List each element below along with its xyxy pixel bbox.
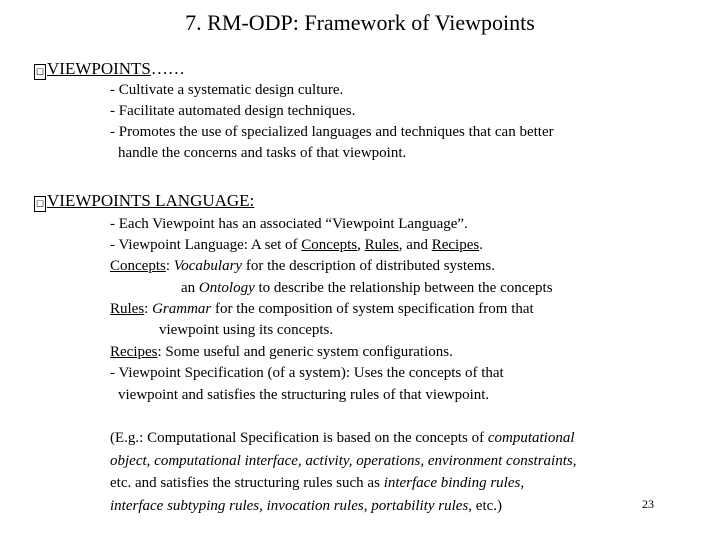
italic-term: interface binding rules — [383, 475, 521, 491]
text: etc.) — [472, 498, 503, 514]
rules-term: Rules — [364, 237, 399, 253]
text: for the description of distributed systems. — [242, 258, 495, 274]
language-line-1: - Each Viewpoint has an associated “Viewpoint Language”. — [110, 216, 468, 232]
text: , — [520, 475, 525, 491]
rules-continuation: viewpoint using its concepts. — [159, 322, 334, 338]
vocabulary-term: Vocabulary — [173, 258, 243, 274]
spec-line-1: - Viewpoint Specification (of a system): Uses the concepts of that — [110, 365, 504, 381]
grammar-term: Grammar — [152, 301, 212, 317]
section-heading-text: VIEWPOINTS — [47, 59, 151, 78]
recipes-definition — [110, 344, 453, 361]
rules-definition — [110, 301, 534, 318]
spec-line-2: viewpoint and satisfies the structuring rules of that viewpoint. — [118, 387, 490, 403]
text: , — [357, 237, 365, 253]
section-viewpoints-language-heading — [34, 191, 254, 212]
text: an — [181, 280, 199, 296]
italic-term: interface subtyping rules, invocation rules, portability rules, — [110, 498, 473, 514]
example-line-2 — [110, 453, 576, 470]
italic-term: computational interface, activity, operations, environment constraints — [154, 453, 573, 469]
text: . — [479, 237, 483, 253]
example-line-4 — [110, 498, 502, 515]
text: : — [165, 258, 174, 274]
italic-term: object — [110, 453, 147, 469]
text: : — [144, 301, 153, 317]
recipes-term: Recipes — [110, 344, 158, 360]
ontology-line — [181, 280, 553, 297]
page-number: 23 — [642, 497, 654, 511]
ontology-term: Ontology — [198, 280, 255, 296]
bullet-line: - Promotes the use of specialized languages and techniques that can better — [110, 124, 554, 140]
text: , — [146, 453, 155, 469]
language-line-2 — [110, 237, 483, 254]
page-title: 7. RM-ODP: Framework of Viewpoints — [185, 10, 535, 35]
section-heading-text: VIEWPOINTS LANGUAGE: — [47, 191, 255, 210]
bullet-line-continuation: handle the concerns and tasks of that viewpoint. — [118, 145, 407, 161]
text: for the composition of system specification from that — [211, 301, 534, 317]
recipes-term: Recipes — [431, 237, 480, 253]
text: (E.g.: Computational Specification is based on the concepts of — [110, 430, 488, 446]
example-line-1 — [110, 430, 575, 447]
text: - Viewpoint Language: A set of — [110, 237, 302, 253]
concepts-definition — [110, 258, 495, 275]
italic-term: computational — [487, 430, 575, 446]
bullet-line: - Facilitate automated design techniques. — [110, 103, 356, 119]
text: etc. and satisfies the structuring rules such as — [110, 475, 384, 491]
concepts-term: Concepts — [110, 258, 166, 274]
example-line-3 — [110, 475, 524, 492]
concepts-term: Concepts — [301, 237, 358, 253]
section-viewpoints-heading — [34, 59, 185, 80]
checkbox-bullet-icon: ☐ — [34, 64, 46, 80]
checkbox-bullet-icon: ☐ — [34, 196, 46, 212]
text: to describe the relationship between the concepts — [254, 280, 553, 296]
text: , and — [398, 237, 432, 253]
heading-ellipsis: …… — [150, 59, 185, 78]
bullet-line: - Cultivate a systematic design culture. — [110, 82, 344, 98]
rules-term: Rules — [110, 301, 145, 317]
text: : Some useful and generic system configurations. — [157, 344, 453, 360]
text: , — [572, 453, 577, 469]
